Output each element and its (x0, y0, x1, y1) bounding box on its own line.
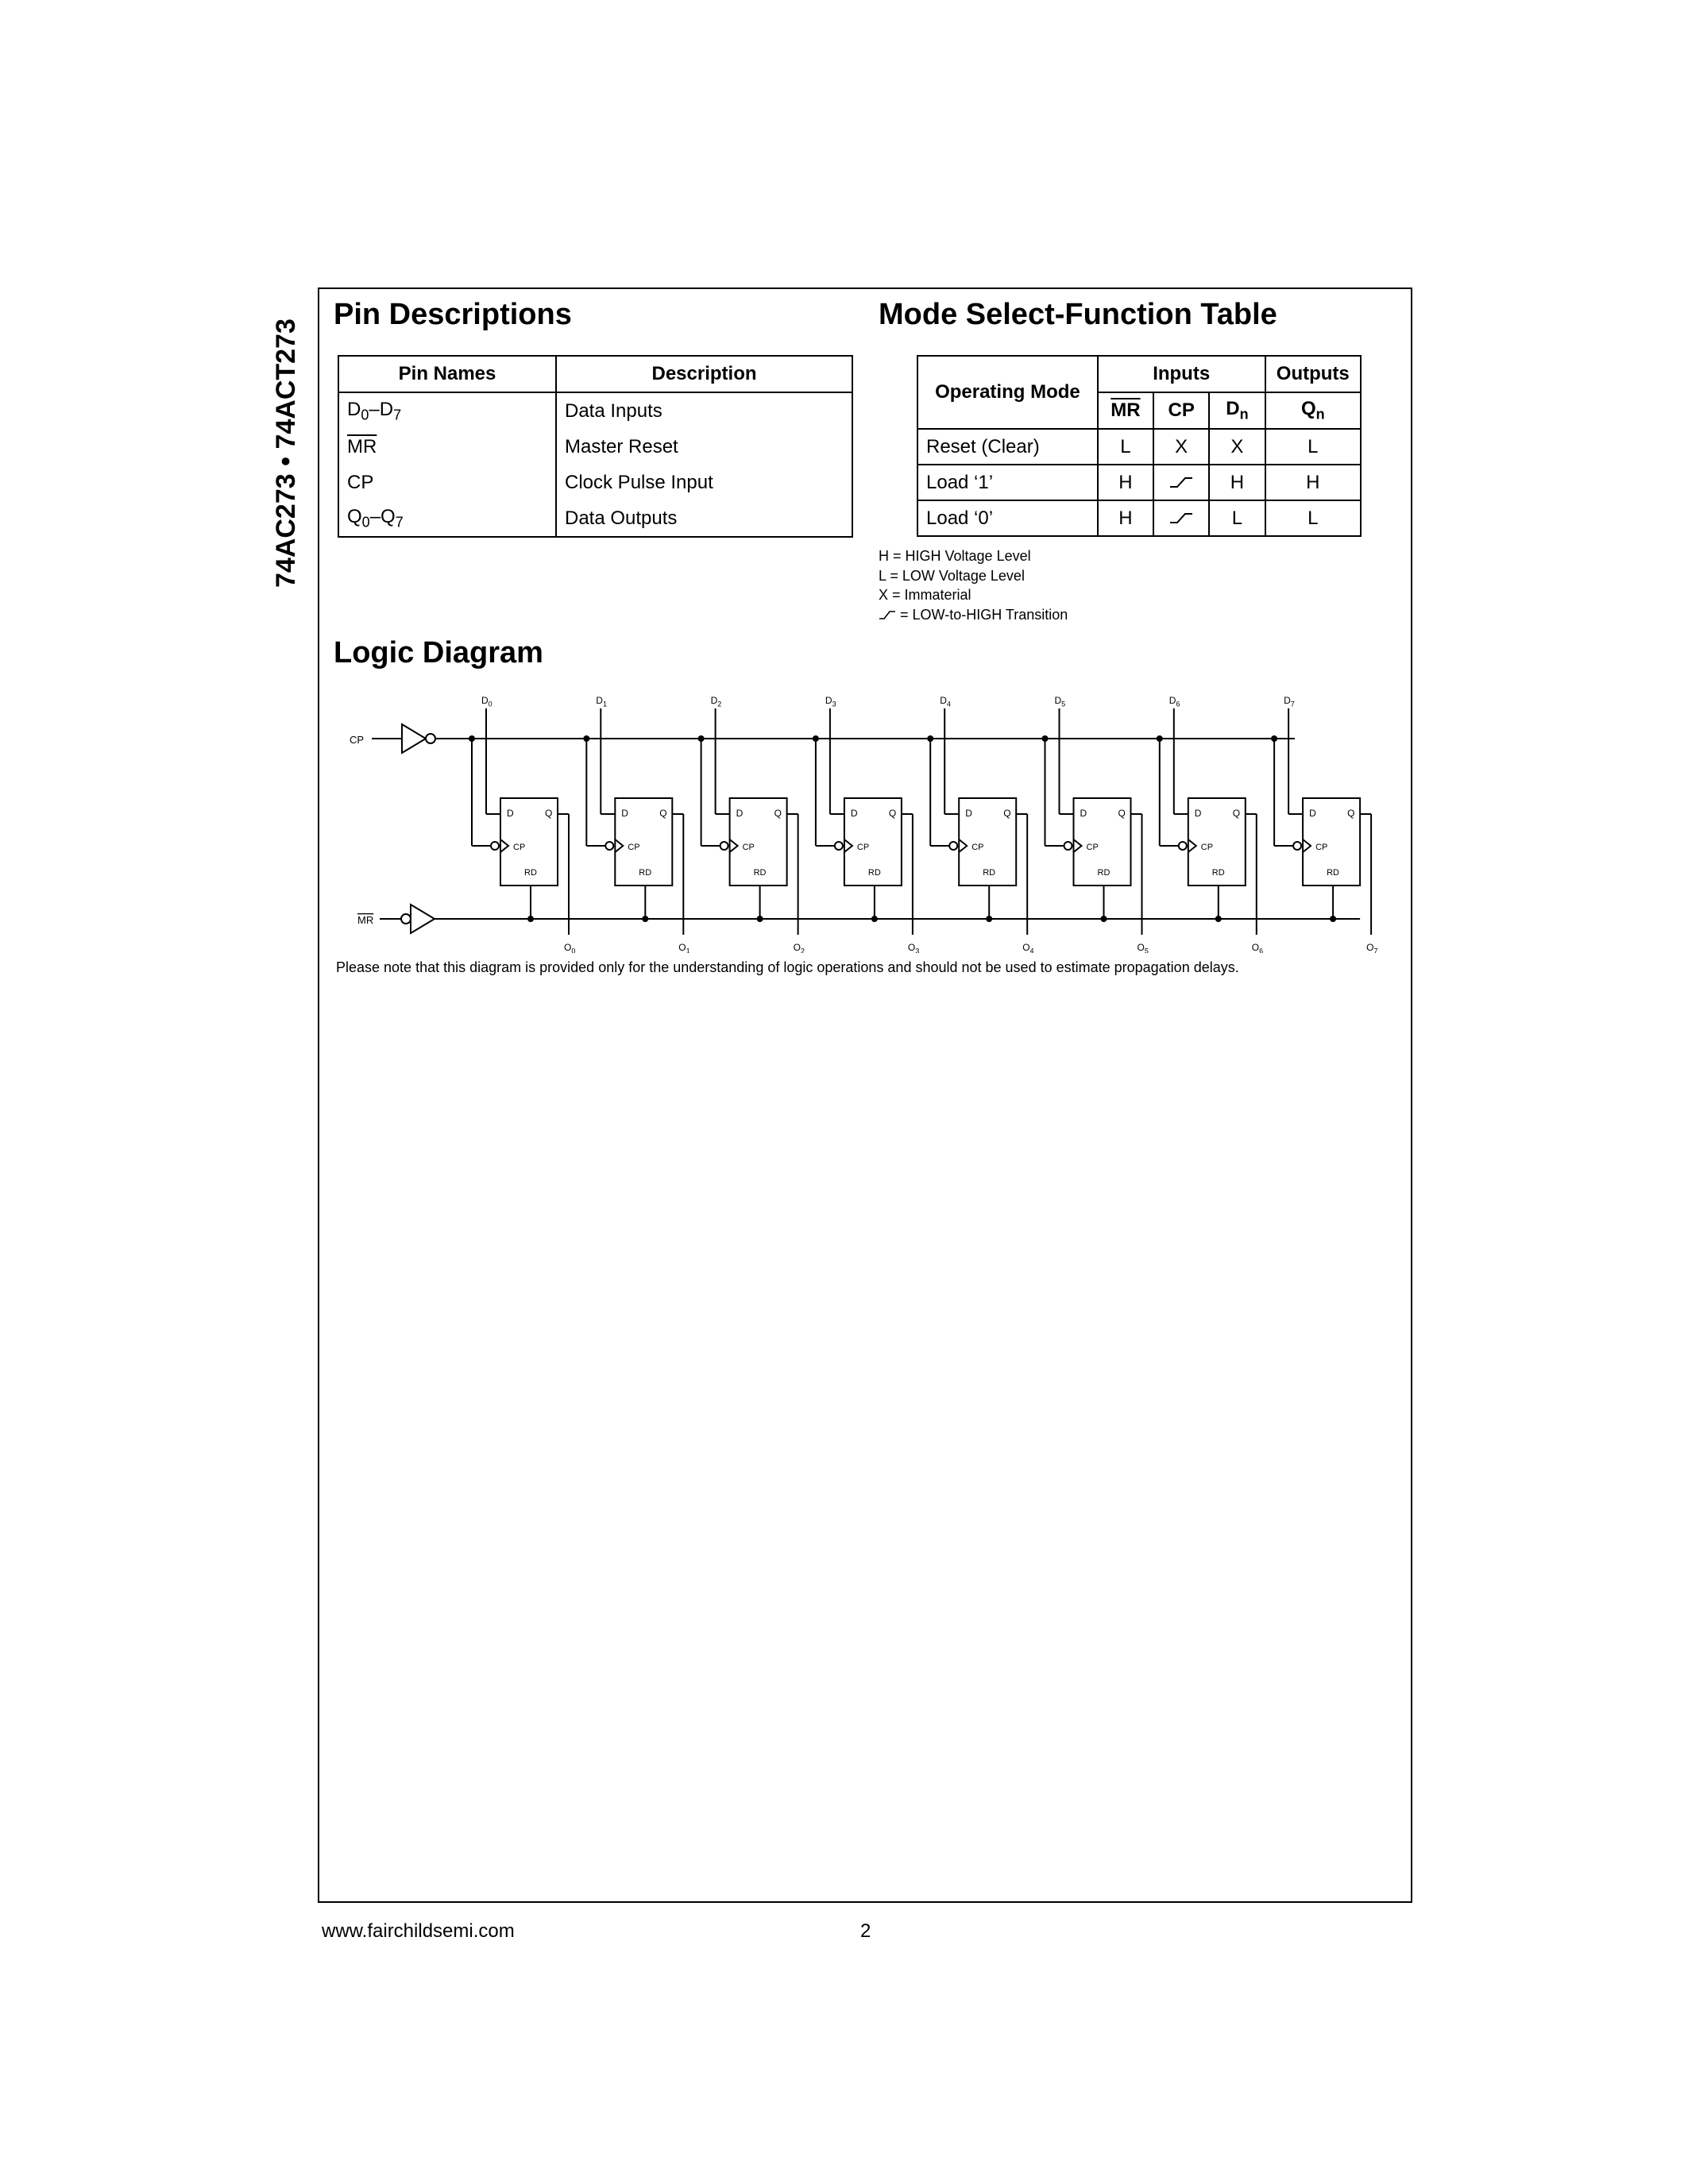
data-input-label: $D_4$ (940, 695, 951, 708)
operating-mode-header: Operating Mode (917, 356, 1098, 429)
clock-inverter-bubble (491, 842, 499, 850)
table-header-row (338, 356, 852, 392)
pin-name: $D_0-D_7$ (347, 398, 402, 423)
outputs-header: Outputs (1265, 356, 1361, 392)
data-output-label: $O_1$ (678, 942, 690, 953)
mr-buffer-gate (411, 905, 435, 933)
legend-item (879, 605, 1068, 625)
ff-rd-pin-label: RD (524, 868, 537, 878)
reset-junction-dot (1215, 916, 1222, 922)
cp-column-header: CP (1153, 392, 1209, 429)
mode-select-function-table (917, 355, 1362, 537)
ff-q-pin-label: Q (659, 808, 667, 819)
ff-cp-pin-label: CP (1315, 843, 1328, 852)
data-output-label: $O_2$ (793, 942, 805, 953)
reset-junction-dot (871, 916, 878, 922)
mode-cell: Load ‘0’ (917, 500, 1098, 536)
pin-descriptions-title: Pin Descriptions (334, 298, 572, 331)
ff-q-pin-label: Q (888, 808, 897, 819)
clock-inverter-bubble (1179, 842, 1187, 850)
cp-cell (1153, 500, 1209, 536)
qn-column-header: $Q_n$ (1265, 392, 1361, 429)
ff-d-pin-label: D (507, 808, 514, 819)
pin-name-cell (338, 500, 556, 537)
cp-cell (1153, 465, 1209, 500)
mr-column-header (1098, 392, 1153, 429)
mr-cell: L (1098, 429, 1153, 465)
qn-cell: H (1265, 465, 1361, 500)
pin-name: $Q_0-Q_7$ (347, 505, 404, 531)
clock-inverter-bubble (720, 842, 728, 850)
data-input-label: $D_7$ (1284, 695, 1295, 708)
footer-url[interactable]: www.fairchildsemi.com (322, 1920, 515, 1942)
table-row (917, 465, 1361, 500)
description-header: Description (556, 356, 852, 392)
mode-table-title: Mode Select-Function Table (879, 298, 1277, 331)
table-header-row (917, 356, 1361, 392)
pin-descriptions-table (338, 355, 853, 538)
table-row (338, 500, 852, 537)
ff-q-pin-label: Q (1003, 808, 1011, 819)
page-number: 2 (860, 1920, 871, 1942)
ff-rd-pin-label: RD (639, 868, 652, 878)
cp-buffer-gate (402, 724, 426, 753)
ff-d-pin-label: D (1080, 808, 1087, 819)
ff-q-pin-label: Q (545, 808, 553, 819)
cp-inverter-bubble (426, 734, 435, 743)
clock-inverter-bubble (835, 842, 843, 850)
cp-cell: X (1153, 429, 1209, 465)
dn-cell: H (1209, 465, 1265, 500)
ff-d-pin-label: D (736, 808, 744, 819)
data-output-label: $O_5$ (1137, 942, 1149, 953)
data-output-label: $O_3$ (907, 942, 920, 953)
ff-cp-pin-label: CP (513, 843, 526, 852)
clock-inverter-bubble (1064, 842, 1072, 850)
data-input-label: $D_6$ (1168, 695, 1180, 708)
dn-column-header: $D_n$ (1209, 392, 1265, 429)
ff-q-pin-label: Q (1232, 808, 1241, 819)
ff-rd-pin-label: RD (1211, 868, 1225, 878)
ff-d-pin-label: D (965, 808, 972, 819)
ff-d-pin-label: D (1309, 808, 1316, 819)
table-row (338, 392, 852, 429)
reset-junction-dot (986, 916, 992, 922)
reset-junction-dot (642, 916, 648, 922)
table-row (917, 429, 1361, 465)
clock-inverter-bubble (1293, 842, 1301, 850)
ff-d-pin-label: D (621, 808, 628, 819)
dn-cell: X (1209, 429, 1265, 465)
legend-text: = LOW-to-HIGH Transition (900, 606, 1068, 623)
ff-q-pin-label: Q (774, 808, 782, 819)
ff-cp-pin-label: CP (856, 843, 870, 852)
mr-inverter-bubble (401, 914, 411, 924)
table-row (338, 465, 852, 500)
rising-edge-icon (1169, 476, 1193, 488)
mode-table-legend (879, 546, 1068, 624)
data-input-label: $D_5$ (1054, 695, 1066, 708)
cp-input-label: CP (350, 734, 365, 746)
ff-d-pin-label: D (1194, 808, 1202, 819)
mr-input-label: MR (357, 914, 374, 926)
pin-name-cell (338, 392, 556, 429)
data-input-label: $D_3$ (825, 695, 836, 708)
qn-cell: L (1265, 500, 1361, 536)
pin-names-header: Pin Names (338, 356, 556, 392)
document-side-title: 74AC273 • 74ACT273 (271, 318, 301, 588)
inputs-header: Inputs (1098, 356, 1265, 392)
legend-item: L = LOW Voltage Level (879, 567, 1025, 584)
rising-edge-icon (1169, 511, 1193, 524)
ff-cp-pin-label: CP (1200, 843, 1214, 852)
mode-cell: Load ‘1’ (917, 465, 1098, 500)
data-output-label: $O_6$ (1251, 942, 1264, 953)
pin-name: $\overline{MR}$ (347, 435, 377, 457)
dn-cell: L (1209, 500, 1265, 536)
data-output-label: $O_4$ (1022, 942, 1034, 953)
logic-diagram (334, 691, 1390, 953)
diagram-note: Please note that this diagram is provided only for the understanding of logic operations and should not be used to estimate propagation delays. (336, 959, 1239, 975)
data-output-label: $O_7$ (1366, 942, 1378, 953)
pin-description-cell: Data Outputs (556, 500, 852, 537)
data-input-label: $D_1$ (596, 695, 607, 708)
ff-cp-pin-label: CP (628, 843, 640, 852)
rising-edge-icon (879, 610, 896, 619)
table-row (917, 500, 1361, 536)
legend-item: X = Immaterial (879, 587, 971, 603)
clock-inverter-bubble (949, 842, 957, 850)
ff-d-pin-label: D (850, 808, 858, 819)
ff-cp-pin-label: CP (742, 843, 755, 852)
pin-description-cell: Clock Pulse Input (556, 465, 852, 500)
legend-item: H = HIGH Voltage Level (879, 548, 1031, 564)
ff-rd-pin-label: RD (1097, 868, 1111, 878)
reset-junction-dot (1101, 916, 1107, 922)
pin-description-cell: Data Inputs (556, 392, 852, 429)
mode-cell: Reset (Clear) (917, 429, 1098, 465)
ff-rd-pin-label: RD (1327, 868, 1339, 878)
ff-cp-pin-label: CP (1086, 843, 1099, 852)
pin-description-cell: Master Reset (556, 429, 852, 465)
mr-label: $\overline{MR}$ (1111, 399, 1141, 421)
qn-cell: L (1265, 429, 1361, 465)
mr-cell: H (1098, 465, 1153, 500)
data-input-label: $D_0$ (481, 695, 492, 708)
data-input-label: $D_2$ (710, 695, 722, 708)
reset-junction-dot (1330, 916, 1336, 922)
ff-rd-pin-label: RD (983, 868, 996, 878)
mr-cell: H (1098, 500, 1153, 536)
ff-rd-pin-label: RD (867, 868, 881, 878)
pin-name: CP (347, 471, 374, 493)
table-row (338, 429, 852, 465)
pin-name-cell (338, 465, 556, 500)
ff-rd-pin-label: RD (753, 868, 767, 878)
reset-junction-dot (527, 916, 534, 922)
ff-q-pin-label: Q (1347, 808, 1355, 819)
pin-name-cell (338, 429, 556, 465)
ff-q-pin-label: Q (1118, 808, 1126, 819)
data-output-label: $O_0$ (564, 942, 576, 953)
clock-inverter-bubble (605, 842, 613, 850)
logic-diagram-title: Logic Diagram (334, 636, 543, 669)
ff-cp-pin-label: CP (971, 843, 984, 852)
reset-junction-dot (757, 916, 763, 922)
